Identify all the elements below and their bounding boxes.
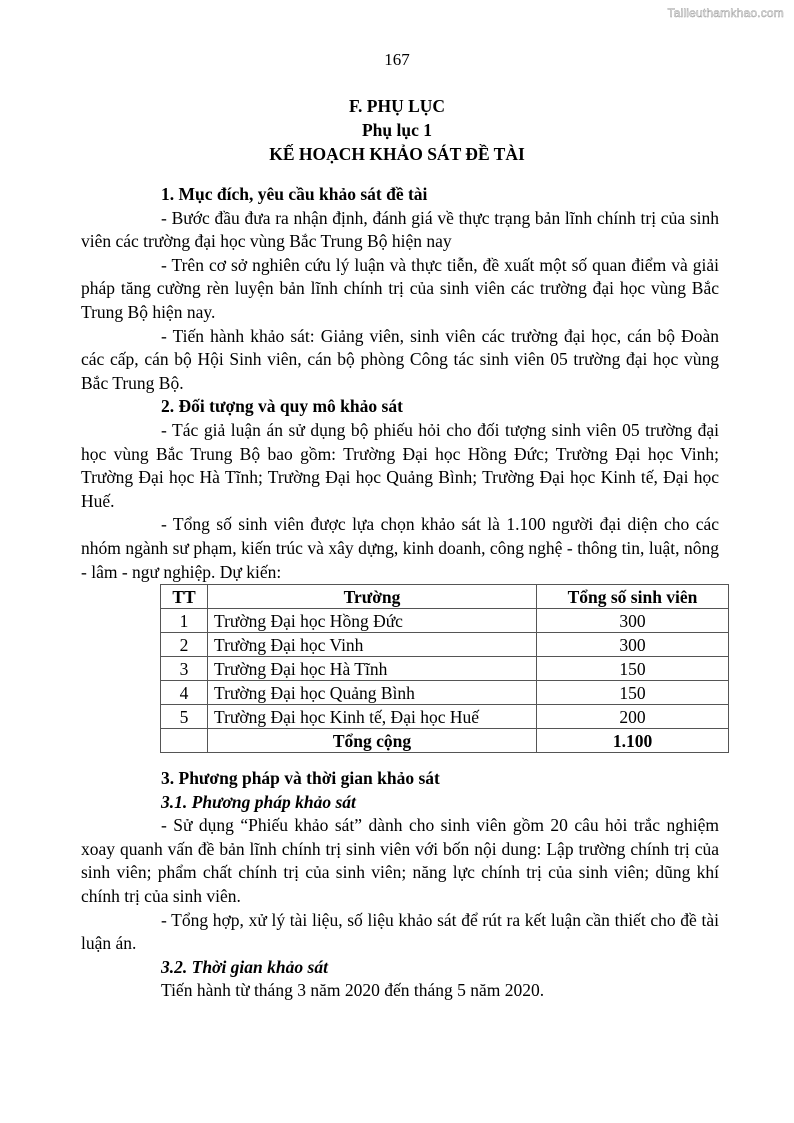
cell-count: 300 — [537, 609, 729, 633]
cell-count: 300 — [537, 633, 729, 657]
section3-heading: 3. Phương pháp và thời gian khảo sát — [161, 768, 440, 789]
cell-tt: 1 — [161, 609, 208, 633]
cell-school: Trường Đại học Hà Tĩnh — [208, 657, 537, 681]
subsection-3-1-heading: 3.1. Phương pháp khảo sát — [161, 791, 356, 812]
cell-tt: 4 — [161, 681, 208, 705]
page-number: 167 — [384, 50, 410, 69]
paragraph: - Sử dụng “Phiếu khảo sát” dành cho sinh viên gồm 20 câu hỏi trắc nghiệm xoay quanh vấn đề bản lĩnh chính trị sinh viên với bốn nội dung: Lập trường chính trị của sinh viên; phẩm chất chính trị của sinh viên; năng lực chính trị của sinh viên; dũng khí chính trị của sinh viên. — [81, 815, 719, 907]
section1-heading: 1. Mục đích, yêu cầu khảo sát đề tài — [161, 184, 428, 204]
table-row — [161, 705, 729, 729]
cell-school: Trường Đại học Hồng Đức — [208, 609, 537, 633]
title-block — [0, 94, 794, 166]
section-title: F. PHỤ LỤC — [348, 96, 446, 116]
table-row — [161, 681, 729, 705]
table-row — [161, 609, 729, 633]
appendix-title: Phụ lục 1 — [361, 120, 433, 140]
total-value: 1.100 — [537, 729, 729, 753]
cell-tt: 5 — [161, 705, 208, 729]
header-tt: TT — [161, 585, 208, 609]
table-header-row — [161, 585, 729, 609]
cell-empty — [161, 729, 208, 753]
table-row — [161, 633, 729, 657]
paragraph: - Tác giả luận án sử dụng bộ phiếu hỏi cho đối tượng sinh viên 05 trường đại học vùng Bắc Trung Bộ bao gồm: Trường Đại học Hồng Đức; Trường Đại học Vinh; Trường Đại học Hà Tĩnh; Trường Đại học Quảng Bình; Trường Đại học Kinh tế, Đại học Huế. — [81, 419, 719, 511]
cell-count: 150 — [537, 681, 729, 705]
paragraph: - Tổng số sinh viên được lựa chọn khảo sát là 1.100 người đại diện cho các nhóm ngành sư phạm, kiến trúc và xây dựng, kinh doanh, công nghệ - thông tin, luật, nông - lâm - ngư nghiệp. Dự kiến: — [81, 514, 719, 582]
header-count: Tổng số sinh viên — [537, 585, 729, 609]
section2-heading: 2. Đối tượng và quy mô khảo sát — [161, 396, 403, 417]
paragraph: - Tiến hành khảo sát: Giảng viên, sinh viên các trường đại học, cán bộ Đoàn các cấp, cán bộ Hội Sinh viên, cán bộ phòng Công tác sinh viên 05 trường đại học vùng Bắc Trung Bộ. — [81, 325, 719, 393]
cell-school: Trường Đại học Kinh tế, Đại học Huế — [208, 705, 537, 729]
table-total-row — [161, 729, 729, 753]
paragraph: Tiến hành từ tháng 3 năm 2020 đến tháng 5 năm 2020. — [161, 980, 545, 1001]
watermark: Tailieuthamkhao.com — [667, 6, 784, 20]
cell-school: Trường Đại học Vinh — [208, 633, 537, 657]
cell-count: 200 — [537, 705, 729, 729]
cell-school: Trường Đại học Quảng Bình — [208, 681, 537, 705]
paragraph: - Trên cơ sở nghiên cứu lý luận và thực tiễn, đề xuất một số quan điểm và giải pháp tăng cường rèn luyện bản lĩnh chính trị của sinh viên các trường đại học vùng Bắc Trung Bộ hiện nay. — [81, 254, 719, 322]
paragraph: - Tổng hợp, xử lý tài liệu, số liệu khảo sát để rút ra kết luận cần thiết cho đề tài luận án. — [81, 909, 719, 954]
plan-title: KẾ HOẠCH KHẢO SÁT ĐỀ TÀI — [269, 144, 525, 164]
subsection-3-2-heading: 3.2. Thời gian khảo sát — [161, 956, 328, 977]
cell-tt: 3 — [161, 657, 208, 681]
header-school: Trường — [208, 585, 537, 609]
cell-tt: 2 — [161, 633, 208, 657]
total-label: Tổng cộng — [208, 729, 537, 753]
survey-table — [160, 584, 729, 753]
paragraph: - Bước đầu đưa ra nhận định, đánh giá về thực trạng bản lĩnh chính trị của sinh viên các trường đại học vùng Bắc Trung Bộ hiện nay — [81, 207, 719, 252]
document-body — [81, 183, 719, 1003]
table-row — [161, 657, 729, 681]
cell-count: 150 — [537, 657, 729, 681]
